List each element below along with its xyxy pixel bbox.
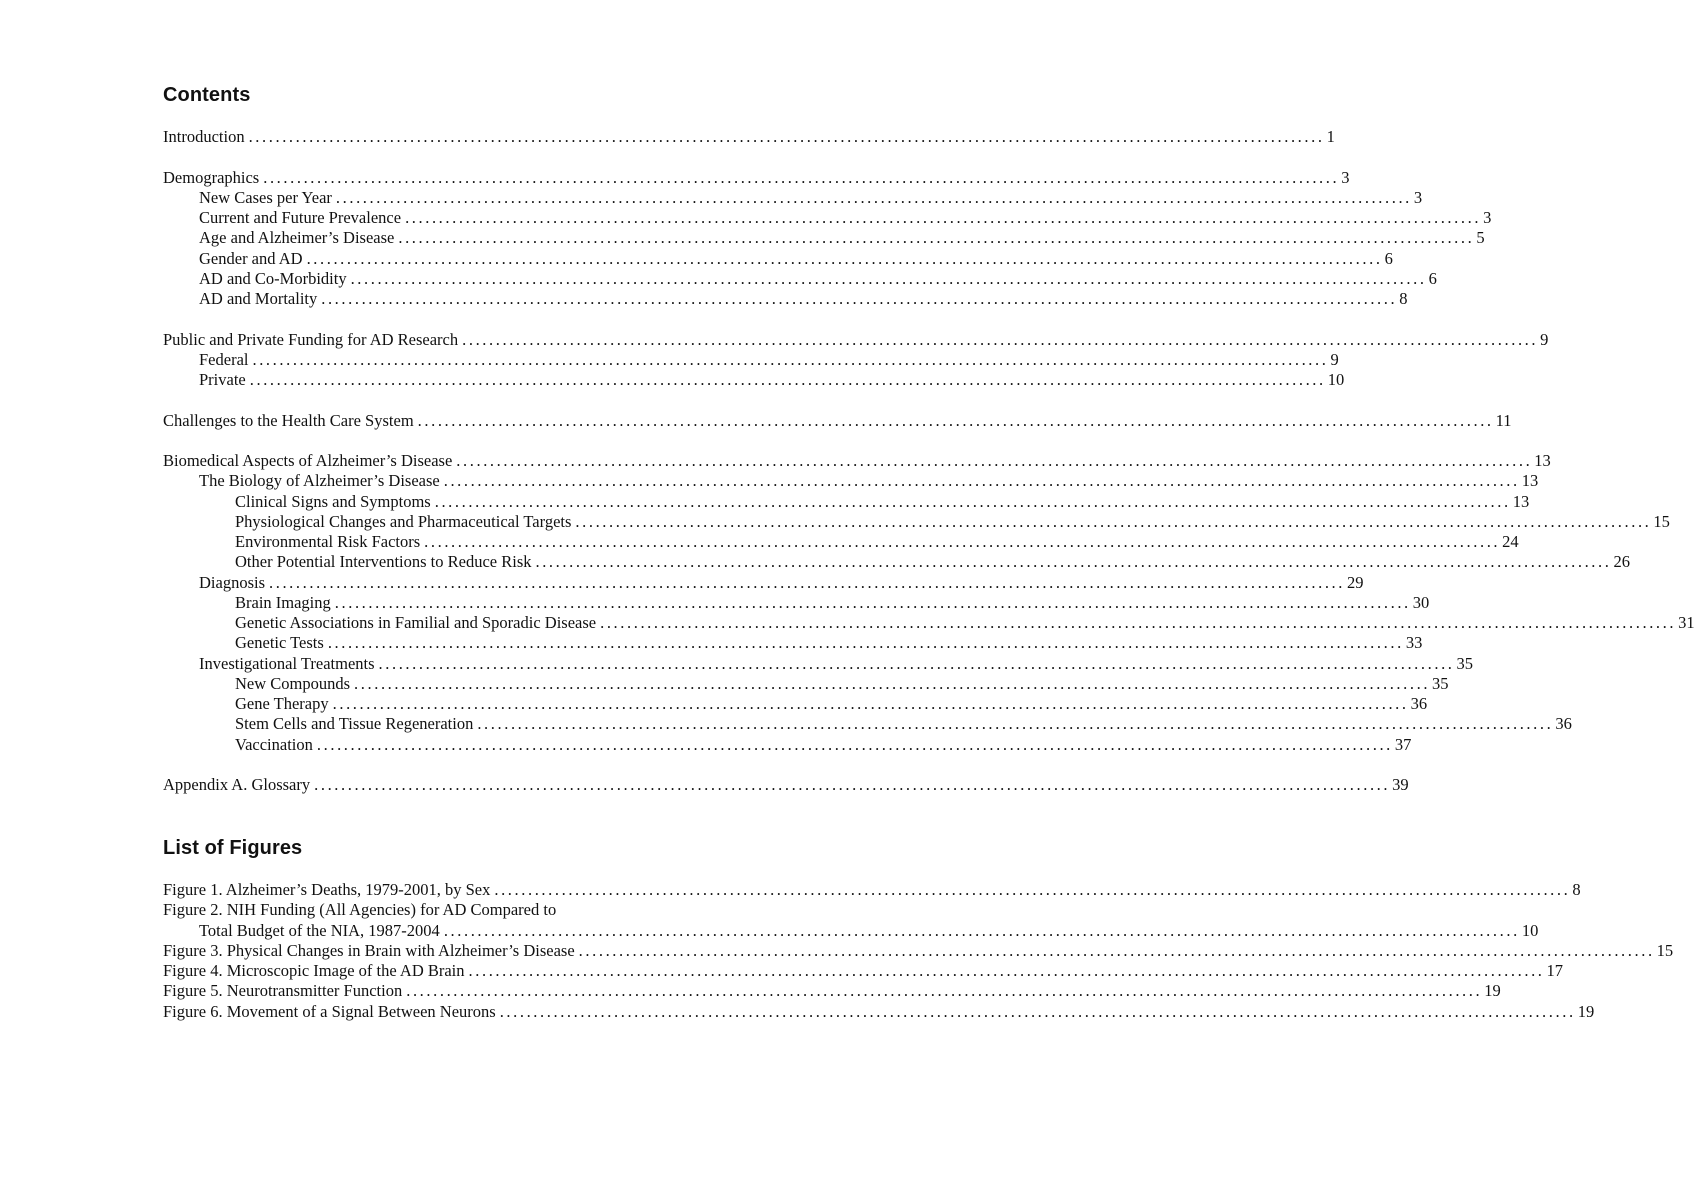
toc-entry[interactable] [163,714,1572,734]
toc-entry-page: 10 [1327,370,1345,389]
figure-entry-page: 8 [1572,880,1581,899]
toc-entry-page: 29 [1347,572,1364,592]
toc-entry-page: 9 [1330,349,1339,369]
dot-leader: ................................................................................................................................................................ [248,127,1325,146]
dot-leader: ................................................................................................................................................................ [600,613,1677,632]
toc-entry-page: 13 [1521,471,1539,491]
figures-list [163,880,1674,1022]
toc-entry[interactable] [163,329,1549,350]
toc-entry-page: 6 [1428,268,1437,288]
toc-entry[interactable] [163,653,1474,674]
dot-leader: ................................................................................................................................................................ [332,694,1409,713]
figure-entry-label: Figure 4. Microscopic Image of the AD Brain [163,961,465,980]
toc-entry-label: New Compounds [235,673,351,693]
toc-entry-page: 1 [1326,127,1335,146]
toc-entry[interactable] [163,127,1335,147]
toc-entry-label: Diagnosis [199,572,265,592]
toc-entry[interactable] [163,734,1412,755]
toc-entry-label: AD and Mortality [199,289,318,308]
toc-entry-page: 11 [1495,410,1512,430]
toc-entry[interactable] [163,775,1409,795]
figure-entry[interactable] [163,900,758,920]
toc-entry-label: New Cases per Year [199,187,332,207]
dot-leader: ................................................................................................................................................................ [578,940,1655,960]
toc-entry[interactable] [163,532,1519,552]
toc-entry[interactable] [163,289,1408,309]
toc-entry-page: 6 [1384,248,1393,268]
figure-entry-page: 17 [1546,961,1564,980]
toc-entry[interactable] [163,370,1345,390]
toc-entry-label: Gene Therapy [235,694,329,713]
toc-entry-label: Age and Alzheimer’s Disease [199,228,395,248]
toc-entry[interactable] [163,167,1350,188]
dot-leader: ................................................................................................................................................................ [327,633,1404,653]
toc-entry-label: Challenges to the Health Care System [163,410,414,430]
toc-entry-label: Investigational Treatments [199,653,375,673]
toc-entry[interactable] [163,208,1492,228]
figure-entry-label: Figure 5. Neurotransmitter Function [163,981,403,1001]
toc-entry[interactable] [163,187,1423,208]
toc-entry-label: Vaccination [235,734,313,754]
toc-entry-page: 9 [1540,329,1549,349]
dot-leader: ................................................................................................................................................................ [575,511,1652,531]
toc-entry[interactable] [163,552,1630,572]
toc-entry[interactable] [163,471,1539,491]
toc-entry-page: 24 [1502,532,1519,551]
figure-entry[interactable] [163,961,1564,981]
toc-entry-page: 37 [1394,734,1412,754]
toc-entry-page: 3 [1413,187,1423,207]
toc-entry[interactable] [163,228,1485,248]
toc-entry-label: Public and Private Funding for AD Research [163,329,459,349]
toc-entry-page: 5 [1476,228,1485,248]
toc-entry[interactable] [163,613,1695,633]
toc-entry-label: Gender and AD [199,248,303,268]
toc-entry-label: Physiological Changes and Pharmaceutical Targets [235,511,572,531]
toc-entry-page: 26 [1613,552,1630,572]
figure-entry-continuation[interactable] [163,920,1539,941]
figure-entry[interactable] [163,880,1581,900]
dot-leader: ................................................................................................................................................................ [350,268,1427,288]
figure-entry-label: Figure 1. Alzheimer’s Deaths, 1979-2001, by Sex [163,880,491,899]
toc-entry-label: Genetic Associations in Familial and Sporadic Disease [235,613,597,632]
figure-entry-page: 19 [1577,1001,1595,1021]
toc-entry-label: Stem Cells and Tissue Regeneration [235,714,474,734]
figure-entry-page: 19 [1484,981,1501,1001]
dot-leader: ................................................................................................................................................................ [405,208,1482,227]
toc-entry[interactable] [163,349,1339,370]
toc-entry-page: 15 [1653,511,1670,531]
figure-entry[interactable] [163,981,1501,1001]
toc-entry[interactable] [163,268,1437,289]
toc-entry-page: 39 [1392,775,1409,794]
toc-entry[interactable] [163,592,1430,613]
dot-leader: ................................................................................................................................................................ [335,187,1412,207]
toc-entry-page: 3 [1341,167,1350,187]
dot-leader: ................................................................................................................................................................ [354,673,1431,693]
figure-entry-label: Figure 2. NIH Funding (All Agencies) for AD Compared to [163,900,557,920]
toc-entry-label: Brain Imaging [235,592,331,612]
dot-leader: ................................................................................................................................................................ [306,248,1383,268]
dot-leader: ................................................................................................................................................................ [252,349,1329,369]
dot-leader: ................................................................................................................................................................ [443,471,1520,491]
toc-entry-label: Clinical Signs and Symptoms [235,491,431,511]
dot-leader: ................................................................................................................................................................ [314,775,1391,794]
toc-entry[interactable] [163,694,1428,714]
dot-leader: ................................................................................................................................................................ [316,734,1393,754]
figure-entry-page: 10 [1521,920,1539,940]
toc-entry-page: 30 [1412,592,1430,612]
toc-entry-label: Environmental Risk Factors [235,532,421,551]
dot-leader: ................................................................................................................................................................ [434,491,1511,511]
figure-entry-page: 15 [1656,940,1674,960]
toc-entry-page: 35 [1456,653,1474,673]
figure-entry-label: Figure 6. Movement of a Signal Between Neurons [163,1001,496,1021]
toc-entry-label: Introduction [163,127,245,146]
toc-entry[interactable] [163,410,1512,431]
toc-entry[interactable] [163,633,1423,653]
toc-entry-label: Private [199,370,246,389]
toc-entry-label: AD and Co-Morbidity [199,268,347,288]
dot-leader: ................................................................................................................................................................ [468,961,1545,980]
toc-entry-label: Appendix A. Glossary [163,775,311,794]
toc-entry-label: Biomedical Aspects of Alzheimer’s Disease [163,451,453,470]
toc-entry-page: 33 [1405,633,1423,653]
toc-entry[interactable] [163,248,1393,269]
toc-entry-page: 13 [1534,451,1551,470]
dot-leader: ................................................................................................................................................................ [417,410,1494,430]
figure-entry-continuation-label: Total Budget of the NIA, 1987-2004 [199,920,440,940]
contents-heading: Contents [163,84,251,106]
dot-leader: ................................................................................................................................................................ [263,167,1340,187]
toc-entry-label: Current and Future Prevalence [199,208,402,227]
dot-leader: ................................................................................................................................................................ [378,653,1455,673]
toc-entry[interactable] [163,491,1530,512]
toc-entry[interactable] [163,673,1449,694]
toc-entry-label: Federal [199,349,249,369]
toc-entry-page: 36 [1410,694,1428,713]
dot-leader: ................................................................................................................................................................ [249,370,1326,389]
dot-leader: ................................................................................................................................................................ [477,714,1554,734]
dot-leader: ................................................................................................................................................................ [321,289,1398,308]
dot-leader: ................................................................................................................................................................ [443,920,1520,940]
toc-entry-page: 8 [1399,289,1408,308]
figure-entry-label: Figure 3. Physical Changes in Brain with Alzheimer’s Disease [163,940,575,960]
dot-leader: ................................................................................................................................................................ [398,228,1475,248]
toc-entry-page: 36 [1555,714,1572,734]
list-of-figures-heading: List of Figures [163,837,303,859]
dot-leader: ................................................................................................................................................................ [269,572,1345,592]
figure-entry[interactable] [163,1001,1595,1022]
dot-leader: ................................................................................................................................................................ [462,329,1539,349]
toc-entry[interactable] [163,572,1364,593]
toc-entry-label: The Biology of Alzheimer’s Disease [199,471,440,491]
toc-entry-page: 35 [1432,673,1449,693]
toc-entry[interactable] [163,511,1670,532]
toc-entry[interactable] [163,451,1551,471]
dot-leader: ................................................................................................................................................................ [424,532,1501,551]
contents-list [163,127,1695,795]
dot-leader: ................................................................................................................................................................ [494,880,1571,899]
toc-entry-label: Other Potential Interventions to Reduce Risk [235,552,532,572]
dot-leader: ................................................................................................................................................................ [456,451,1533,470]
toc-entry-page: 13 [1512,491,1530,511]
toc-entry-label: Genetic Tests [235,633,324,653]
dot-leader: ................................................................................................................................................................ [535,552,1612,572]
figure-entry[interactable] [163,940,1674,961]
toc-entry-page: 31 [1678,613,1695,632]
toc-entry-page: 3 [1483,208,1492,227]
dot-leader: ................................................................................................................................................................ [406,981,1483,1001]
dot-leader: ................................................................................................................................................................ [499,1001,1576,1021]
toc-entry-label: Demographics [163,167,260,187]
dot-leader: ................................................................................................................................................................ [334,592,1411,612]
